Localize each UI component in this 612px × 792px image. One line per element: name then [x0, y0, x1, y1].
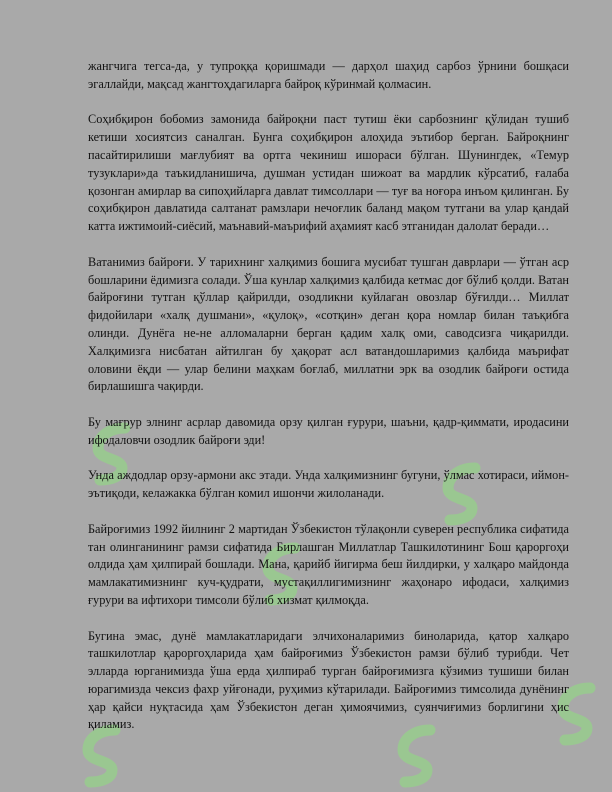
- paragraph: жангчига тегса-да, у тупроққа қоришмади — дарҳол шаҳид сарбоз ўрнини бошқаси эгаллайди, мақсад жангтоҳдагиларга байроқ кўринмай қолмасин.: [88, 59, 569, 91]
- paragraph: Байроғимиз 1992 йилнинг 2 мартидан Ўзбекистон тўлақонли суверен республика сифатида тан олинганининг рамзи сифатида Бирлашган Миллатлар Ташкилотининг Бош қароргоҳи олдида ҳам ҳилпирай бошлади. Мана, қарийб йигирма беш йилдирки, у халқаро майдонда мамлакатимизнинг куч-қудрати, мустақиллигимизнинг жаҳонаро ифодаси, халқимиз ғурури ва ифтихори тимсоли бўлиб хизмат қилмоқда.: [88, 521, 569, 607]
- document-page: [88, 58, 569, 752]
- paragraph: Соҳибқирон бобомиз замонида байроқни паст тутиш ёки сарбознинг қўлидан тушиб кетиши хосиятсиз саналган. Бунга соҳибқирон алоҳида эътибор берган. Байроқнинг пасайтирилиши мағлубият ва ортга чекиниш ишораси бўлган. Шунингдек, «Темур тузуклари»да таъкидланишича, душман устидан шижоат ва мардлик кўрсатиб, ғалаба қозонган амирлар ва сипоҳийларга давлат тимсоллари — туғ ва ноғора инъом қилинган. Бу соҳибқирон давлатида салтанат рамзлари нечоғлик баланд мақом тутгани ва улар қандай катта ижтимоий-сиёсий, маънавий-маърифий аҳамият касб этганидан далолат беради…: [88, 112, 569, 234]
- paragraph: Ватанимиз байроғи. У тарихнинг халқимиз бошига мусибат тушган даврлари — ўтган аср бошларини ёдимизга солади. Ўша кунлар халқимиз қалбида кетмас доғ бўлиб қолди. Ватан байроғини тутган қўллар қайрилди, озодликни куйлаган овозлар бўғилди… Миллат фидойилари «халқ душмани», «қулоқ», «сотқин» деган қора номлар билан таъқибга олинди. Дунёга не-не алломаларни берган қадим халқ оми, саводсизга чиқарилди. Халқимизга нисбатан айтилган бу ҳақорат асл ватандошларимиз қалбида маърифат оловини ёқди — улар белини маҳкам боғлаб, миллатни эрк ва озодлик байроғи остида бирлашишга чақирди.: [88, 254, 569, 394]
- paragraph: Бу мағрур элнинг асрлар давомида орзу қилган ғурури, шаъни, қадр-қиммати, иродасини ифодаловчи озодлик байроғи эди!: [88, 414, 569, 447]
- paragraph: Унда аждодлар орзу-армони акс этади. Унда халқимизнинг бугуни, ўлмас хотираси, иймон-эътиқоди, келажакка бўлган комил ишончи жилоланади.: [88, 468, 569, 501]
- paragraph: Бугина эмас, дунё мамлакатларидаги элчихоналаримиз биноларида, қатор халқаро ташкилотлар қароргоҳларида ҳам байроғимиз Ўзбекистон рамзи бўлиб турибди. Чет элларда юрганимизда ўша ерда ҳилпираб турган байроғимизга кўзимиз тушиши билан юрагимизда чексиз фахр уйғонади, руҳимиз кўтарилади. Байроғимиз тимсолида дунёнинг ҳар қайси нуқтасида ҳам Ўзбекистон деган ҳимоячимиз, суянчиғимиз борлигини ҳис қиламиз.: [88, 628, 569, 732]
